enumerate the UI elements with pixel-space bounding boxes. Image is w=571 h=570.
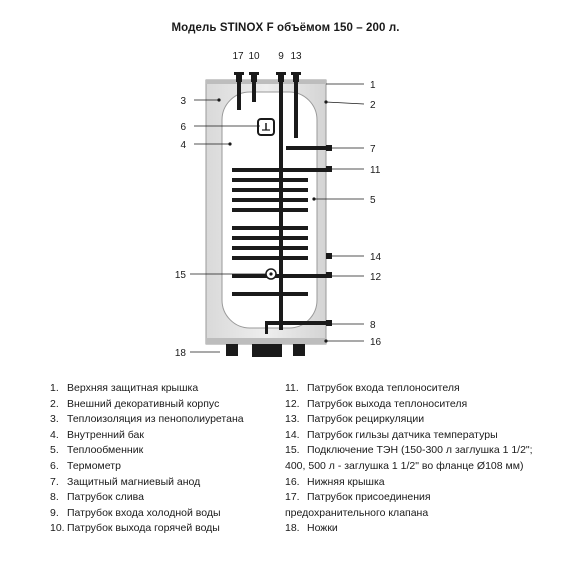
legend-text: Подключение ТЭН (150-300 л заглушка 1 1/2"; (307, 444, 533, 457)
callout-8: 8 (370, 320, 376, 331)
legend-item (285, 381, 565, 397)
legend-text: 400, 500 л - заглушка 1 1/2" во фланце Ø108 мм) (285, 459, 524, 472)
legend-item (50, 475, 280, 491)
legend-num: 6. (50, 459, 59, 472)
legend-item (285, 506, 565, 522)
legend-text: Защитный магниевый анод (67, 475, 201, 488)
legend-num: 11. (285, 382, 299, 394)
callout-15: 15 (174, 270, 186, 281)
legend-item (285, 521, 565, 537)
legend-text: Термометр (67, 459, 121, 472)
callout-6: 6 (180, 122, 186, 133)
legend-num: 15. (285, 444, 300, 457)
legend-num: 9. (50, 506, 59, 519)
legend-text: Внутренний бак (67, 428, 144, 441)
callout-16: 16 (370, 337, 382, 348)
callout-10: 10 (248, 51, 260, 62)
legend-num: 2. (50, 397, 59, 410)
legend-num: 18. (285, 522, 300, 535)
callout-4: 4 (180, 140, 186, 151)
legend-left (50, 381, 280, 537)
legend-num: 1. (50, 382, 59, 394)
legend-text: Патрубок слива (67, 491, 144, 504)
legend-num: 14. (285, 428, 300, 441)
legend-text: Верхняя защитная крышка (67, 382, 199, 394)
heater-port-icon (266, 269, 276, 279)
callout-9: 9 (278, 51, 284, 62)
legend-text: Теплообменник (67, 444, 144, 457)
legend-item (285, 490, 565, 506)
legend-text: предохранительного клапана (285, 506, 429, 519)
legend-item (285, 428, 565, 444)
top-cover (206, 80, 326, 84)
thermometer-icon (258, 119, 274, 135)
legend-num: 13. (285, 413, 300, 426)
callout-7: 7 (370, 144, 376, 155)
callout-11: 11 (370, 165, 381, 176)
legend-item (50, 428, 280, 444)
legend-num: 12. (285, 397, 300, 410)
callout-18: 18 (174, 348, 186, 359)
legend-item (285, 412, 565, 428)
callout-14: 14 (370, 252, 382, 263)
legend-num: 5. (50, 444, 59, 457)
legend-text: Внешний декоративный корпус (67, 397, 220, 410)
legend-text: Патрубок входа теплоносителя (307, 382, 460, 394)
legend-text: Патрубок выхода теплоносителя (307, 397, 468, 410)
legend-num: 16. (285, 475, 300, 488)
legend-item (50, 397, 280, 413)
side-connections (326, 145, 332, 326)
callout-3: 3 (180, 96, 186, 107)
magnesium-anode (286, 146, 328, 150)
legend-text: Патрубок входа холодной воды (67, 506, 221, 519)
legend-num: 17. (285, 491, 300, 504)
legend-num: 4. (50, 428, 59, 441)
callout-17: 17 (232, 51, 244, 62)
legend-num: 10. (50, 522, 65, 535)
legend-text: Патрубок рециркуляции (307, 413, 425, 426)
bottom-cover (206, 338, 326, 344)
legend-item (50, 506, 280, 522)
legend-item (50, 381, 280, 397)
legend-item (50, 490, 280, 506)
legend-text: Патрубок гильзы датчика температуры (307, 428, 498, 441)
legend-num: 3. (50, 413, 59, 426)
callout-12: 12 (370, 272, 382, 283)
legend-text: Нижняя крышка (307, 475, 385, 488)
legend-item (285, 397, 565, 413)
legend-item (50, 459, 280, 475)
legend-text: Ножки (307, 522, 338, 535)
feet (226, 344, 305, 357)
legend-text: Теплоизоляция из пенополиуретана (67, 413, 244, 426)
legend-item (50, 443, 280, 459)
legend-item (285, 475, 565, 491)
callout-1: 1 (370, 80, 376, 91)
legend-item (50, 521, 280, 537)
legend-num: 7. (50, 475, 59, 488)
legend-text: Патрубок присоединения (307, 491, 431, 504)
callout-5: 5 (370, 195, 376, 206)
legend-item (50, 412, 280, 428)
legend-item (285, 459, 565, 475)
legend-text: Патрубок выхода горячей воды (67, 522, 220, 535)
callout-2: 2 (370, 100, 376, 111)
callout-13: 13 (290, 51, 302, 62)
diagram-title: Модель STINOX F объёмом 150 – 200 л. (171, 22, 400, 34)
legend-num: 8. (50, 491, 59, 504)
legend-right (285, 381, 565, 537)
legend-item (285, 443, 565, 459)
